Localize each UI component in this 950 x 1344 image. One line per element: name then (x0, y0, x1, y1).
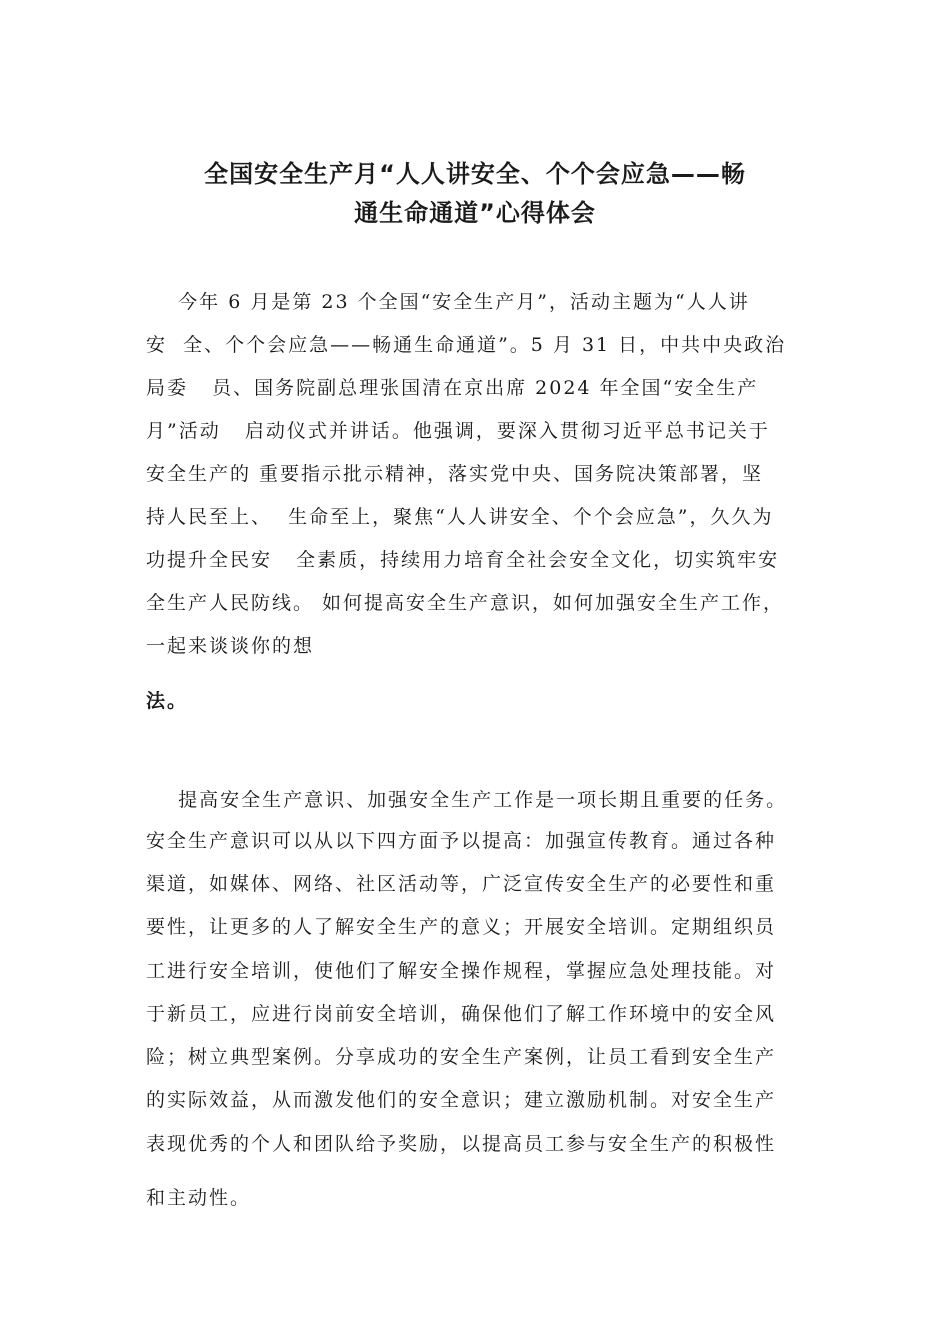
document-title-line-1: 全国安全生产月“人人讲安全、个个会应急——畅 (204, 160, 746, 188)
paragraph-2-line: 渠道，如媒体、网络、社区活动等，广泛宣传安全生产的必要性和重 (146, 873, 777, 895)
paragraph-2-line: 提高安全生产意识、加强安全生产工作是一项长期且重要的任务。 (146, 789, 788, 811)
paragraph-1-line: 局委 员、国务院副总理张国清在京出席 2024 年全国“安全生产 (146, 377, 759, 399)
paragraph-1-line: 安 全、个个会应急——畅通生命通道”。5 月 31 日，中共中央政治 (146, 334, 787, 356)
paragraph-1-line: 全生产人民防线。 如何提高安全生产意识，如何加强安全生产工作， (146, 592, 785, 614)
paragraph-1-tail: 法。 (146, 690, 189, 712)
paragraph-1-line: 一起来谈谈你的想 (146, 635, 315, 657)
document-title-line-2: 通生命通道”心得体会 (354, 199, 596, 227)
paragraph-2-line: 安全生产意识可以从以下四方面予以提高：加强宣传教育。通过各种 (146, 830, 777, 852)
paragraph-1-line: 安全生产的 重要指示批示精神，落实党中央、国务院决策部署，坚 (146, 463, 764, 485)
paragraph-1-line: 功提升全民安 全素质，持续用力培育全社会安全文化，切实筑牢安 (146, 549, 780, 571)
paragraph-2-line: 表现优秀的个人和团队给予奖励，以提高员工参与安全生产的积极性 (146, 1133, 777, 1155)
paragraph-2-line: 工进行安全培训，使他们了解安全操作规程，掌握应急处理技能。对 (146, 960, 777, 982)
paragraph-2-line: 于新员工，应进行岗前安全培训，确保他们了解工作环境中的安全风 (146, 1003, 777, 1025)
paragraph-2-line: 和主动性。 (146, 1187, 252, 1209)
paragraph-1-line: 持人民至上、 生命至上，聚焦“人人讲安全、个个会应急”，久久为 (146, 506, 774, 528)
paragraph-1-line: 月”活动 启动仪式并讲话。他强调，要深入贯彻习近平总书记关于 (146, 420, 770, 442)
paragraph-2-line: 的实际效益，从而激发他们的安全意识；建立激励机制。对安全生产 (146, 1089, 777, 1111)
paragraph-1-line: 今年 6 月是第 23 个全国“安全生产月”，活动主题为“人人讲 (146, 291, 750, 313)
paragraph-2-line: 要性，让更多的人了解安全生产的意义；开展安全培训。定期组织员 (146, 916, 777, 938)
paragraph-2-line: 险；树立典型案例。分享成功的安全生产案例，让员工看到安全生产 (146, 1046, 777, 1068)
